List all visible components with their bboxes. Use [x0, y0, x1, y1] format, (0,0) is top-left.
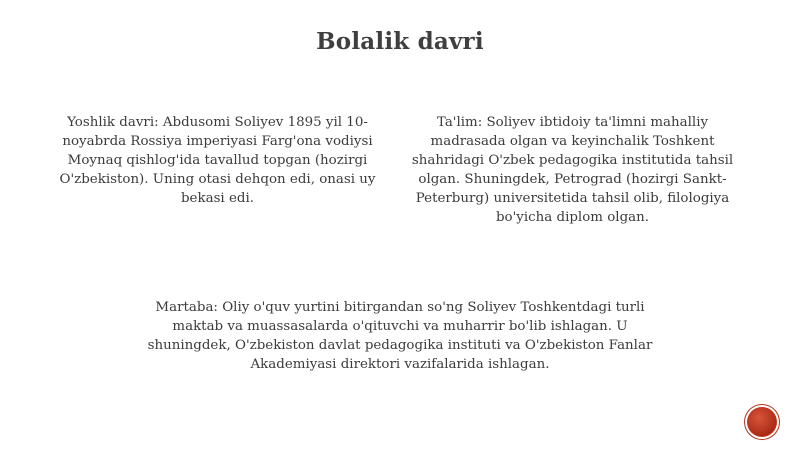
- next-slide-button[interactable]: [747, 407, 777, 437]
- circle-nav-button-icon: [747, 407, 777, 437]
- education-text-block: Ta'lim: Soliyev ibtidoiy ta'limni mahalliy madrasada olgan va keyinchalik Toshkent shahridagi O'zbek pedagogika institutida tahsil olgan. Shuningdek, Petrograd (hozirgi Sankt-Peterburg) universitetida tahsil olib, filologiya bo'yicha diplom olgan.: [411, 115, 734, 225]
- career-text-block: Martaba: Oliy o'quv yurtini bitirgandan so'ng Soliyev Toshkentdagi turli maktab va muassasalarda o'qituvchi va muharrir bo'lib ishlagan. U shuningdek, O'zbekiston davlat pedagogika instituti va O'zbekiston Fanlar Akademiyasi direktori vazifalarida ishlagan.: [147, 300, 653, 372]
- slide-title: Bolalik davri: [316, 28, 484, 55]
- childhood-text-block: Yoshlik davri: Abdusomi Soliyev 1895 yil 10-noyabrda Rossiya imperiyasi Farg'ona vodiysi Moynaq qishlog'ida tavallud topgan (hozirgi O'zbekiston). Uning otasi dehqon edi, onasi uy bekasi edi.: [59, 115, 376, 206]
